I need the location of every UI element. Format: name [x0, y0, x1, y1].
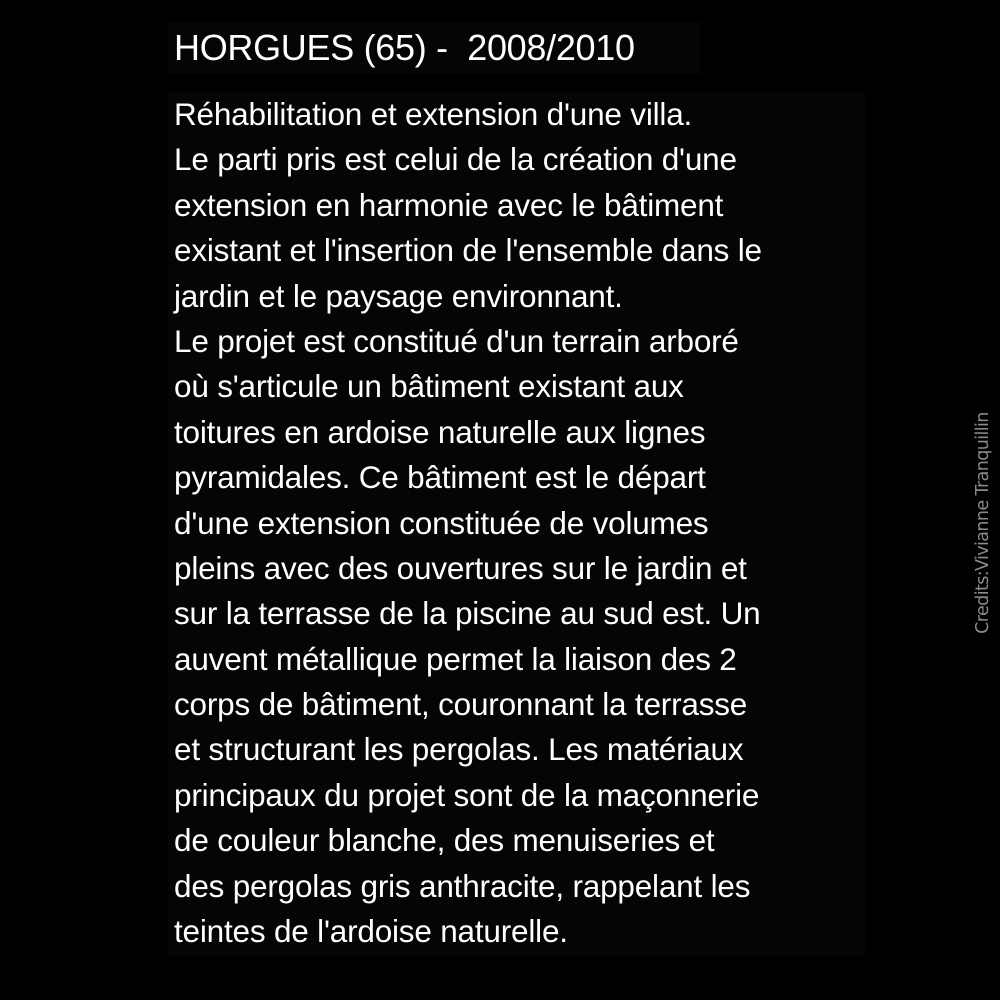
project-title: HORGUES (65) - 2008/2010: [174, 27, 635, 68]
project-description: [174, 92, 864, 954]
description-line: où s'articule un bâtiment existant aux: [174, 368, 684, 405]
description-line: pleins avec des ouvertures sur le jardin et: [174, 549, 747, 586]
description-line: d'une extension constituée de volumes: [174, 504, 709, 541]
description-line: Réhabilitation et extension d'une villa.: [174, 96, 693, 132]
description-line: de couleur blanche, des menuiseries et: [174, 822, 715, 859]
description-line: toitures en ardoise naturelle aux lignes: [174, 413, 706, 450]
description-line: corps de bâtiment, couronnant la terrasse: [174, 686, 748, 723]
description-line: et structurant les pergolas. Les matériaux: [174, 731, 744, 768]
description-line: extension en harmonie avec le bâtiment: [174, 186, 724, 223]
description-line: sur la terrasse de la piscine au sud est. Un: [174, 595, 761, 632]
description-line: teintes de l'ardoise naturelle.: [174, 913, 568, 950]
description-line: Le parti pris est celui de la création d'une: [174, 141, 737, 178]
photo-credits: Credits:Vivianne Tranquillin: [973, 412, 993, 634]
description-line: existant et l'insertion de l'ensemble dans le: [174, 232, 762, 269]
description-line: pyramidales. Ce bâtiment est le départ: [174, 459, 706, 496]
description-line: des pergolas gris anthracite, rappelant les: [174, 867, 751, 904]
description-line: principaux du projet sont de la maçonnerie: [174, 776, 760, 813]
description-line: auvent métallique permet la liaison des 2: [174, 640, 737, 677]
description-line: Le projet est constitué d'un terrain arboré: [174, 322, 739, 359]
description-line: jardin et le paysage environnant.: [174, 277, 623, 314]
